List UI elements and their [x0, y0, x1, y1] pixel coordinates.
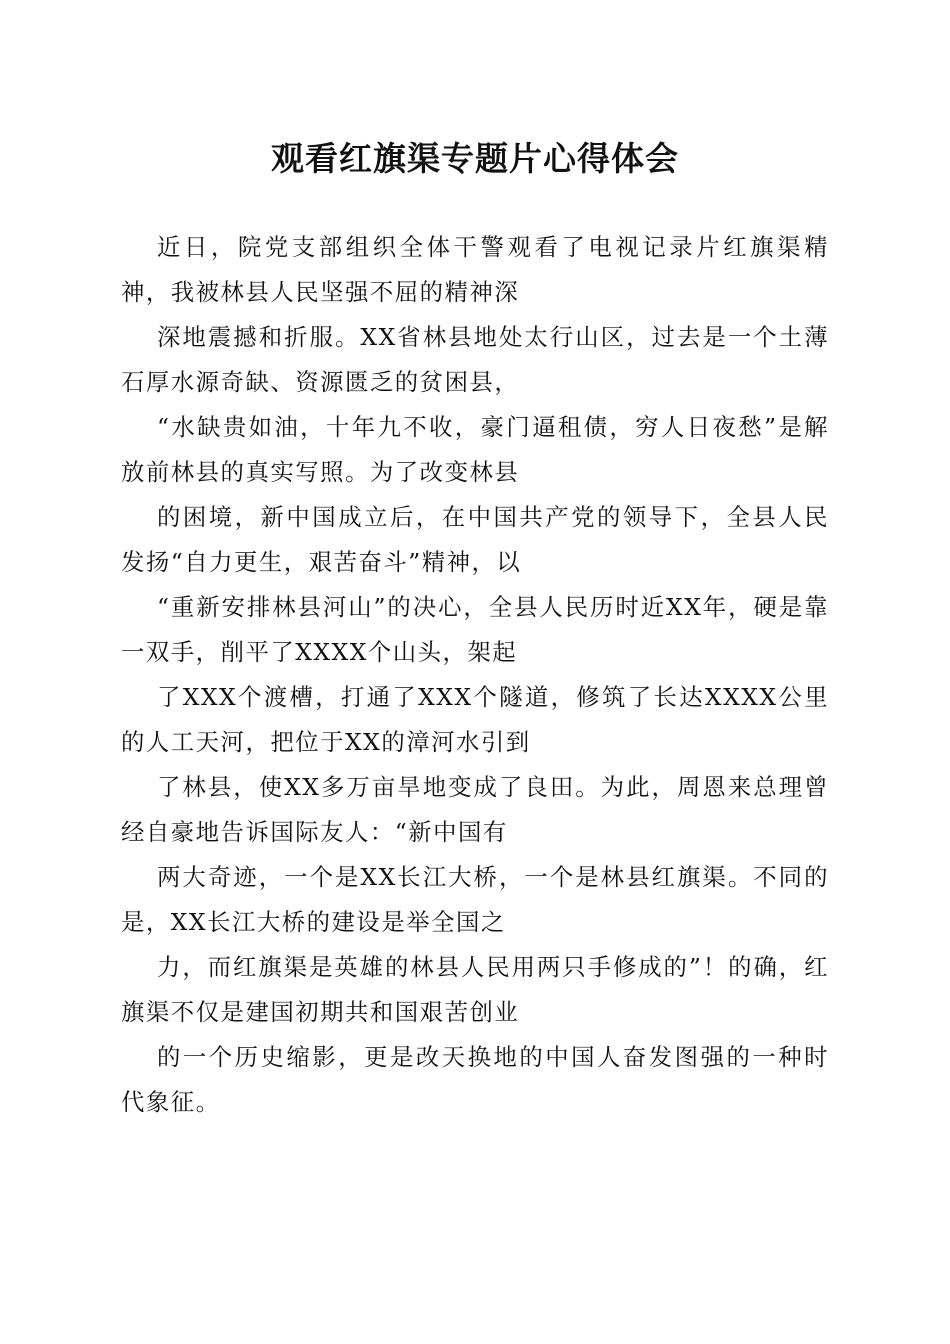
paragraph: “重新安排林县河山”的决心，全县人民历时近XX年，硬是靠一双手，削平了XXXX个山头，架起: [121, 593, 829, 666]
paragraph: 深地震撼和折服。XX省林县地处太行山区，过去是一个土薄石厚水源奇缺、资源匮乏的贫困县，: [121, 323, 829, 396]
paragraph: 两大奇迹，一个是XX长江大桥，一个是林县红旗渠。不同的是，XX长江大桥的建设是举全国之: [121, 863, 829, 936]
paragraph: 的一个历史缩影，更是改天换地的中国人奋发图强的一种时代象征。: [121, 1043, 829, 1116]
paragraph: 了XXX个渡槽，打通了XXX个隧道，修筑了长达XXXX公里的人工天河，把位于XX的漳河水引到: [121, 683, 829, 756]
paragraph: 近日，院党支部组织全体干警观看了电视记录片红旗渠精神，我被林县人民坚强不屈的精神深: [121, 233, 829, 306]
paragraph: 力，而红旗渠是英雄的林县人民用两只手修成的”！的确，红旗渠不仅是建国初期共和国艰苦创业: [121, 953, 829, 1026]
paragraph: 的困境，新中国成立后，在中国共产党的领导下，全县人民发扬“自力更生，艰苦奋斗”精神，以: [121, 503, 829, 576]
paragraph: “水缺贵如油，十年九不收，豪门逼租债，穷人日夜愁”是解放前林县的真实写照。为了改变林县: [121, 413, 829, 486]
document-title: 观看红旗渠专题片心得体会: [271, 139, 679, 178]
document-body: [121, 225, 829, 1125]
paragraph: 了林县，使XX多万亩旱地变成了良田。为此，周恩来总理曾经自豪地告诉国际友人：“新中国有: [121, 773, 829, 846]
